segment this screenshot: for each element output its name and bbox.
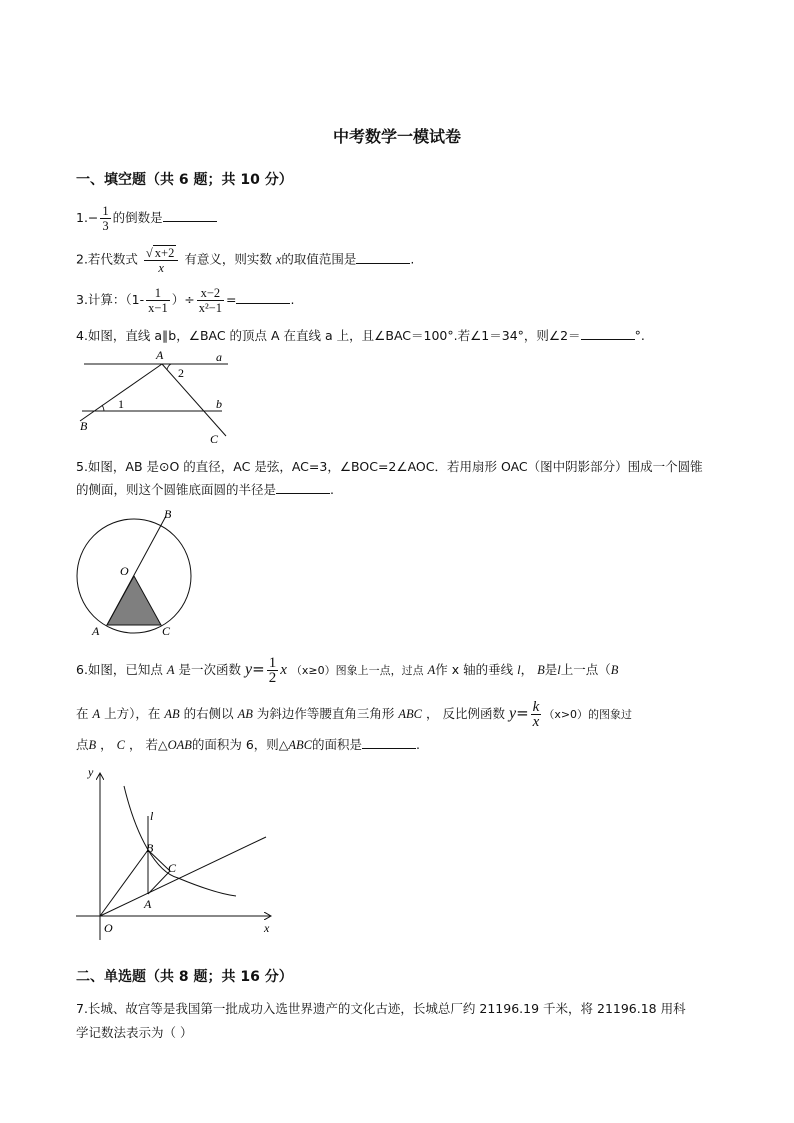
q1-answer-blank[interactable] (163, 209, 217, 222)
q6-point-C: C (116, 738, 125, 752)
question-5-line-2 (76, 481, 334, 499)
q1-denominator: 3 (102, 219, 109, 233)
q1-prefix: 1.− (76, 210, 99, 225)
figure-coordinate-graph (74, 764, 284, 944)
q2-variable: x (275, 252, 282, 267)
label-a: a (216, 350, 222, 364)
q3-denominator-1: x−1 (148, 301, 168, 315)
q1-text: 的倒数是 (112, 210, 163, 225)
q6-y-2: y (508, 705, 517, 722)
label-C: C (168, 861, 177, 875)
q6-text-5: 上一点（ (560, 662, 611, 677)
section-fill-in: 一、填空题（共 6 题；共 10 分） (76, 172, 293, 188)
q3-prefix: 3.计算：（1- (76, 292, 145, 307)
q6-k: k (532, 699, 540, 715)
q1-numerator: 1 (102, 204, 109, 218)
q6-point-B-2: B (610, 663, 619, 677)
q6-triangle-ABC: ABC (398, 707, 423, 721)
q2-numerator: √ x+2 (144, 245, 178, 261)
q6-text-12: ， (100, 737, 113, 752)
label-B: B (164, 507, 172, 521)
q6-answer-blank[interactable] (362, 736, 416, 749)
q6-half (267, 656, 279, 685)
label-angle-1: 1 (118, 397, 124, 411)
q3-fraction-2 (197, 286, 224, 315)
segment-ab (80, 364, 162, 421)
q6-k-over-x (531, 700, 542, 729)
q6-triangle-OAB: OAB (167, 738, 192, 752)
q3-fraction-1 (146, 286, 170, 315)
q6-line-l: l (517, 663, 521, 677)
question-2 (76, 245, 414, 275)
angle-1-arc (102, 405, 104, 411)
question-6-line-2 (76, 700, 632, 729)
question-7-line-1: 7.长城、故宫等是我国第一批成功入选世界遗产的文化古迹，长城总厂约 21196.19 千米，将 21196.18 用科 (76, 1001, 686, 1016)
q3-numerator-1: 1 (146, 286, 170, 301)
q2-answer-blank[interactable] (356, 251, 410, 264)
q6-half-num: 1 (268, 655, 277, 671)
q6-text-1: 6.如图，已知点 (76, 662, 163, 677)
label-B: B (146, 841, 154, 855)
q6-text-4: 是 (544, 662, 558, 677)
q6-text-2: 是一次函数 (178, 662, 242, 677)
q2-prefix: 2.若代数式 (76, 251, 138, 267)
q6-text-3: 作 x 轴的垂线 (435, 662, 514, 677)
q6-condition-1: （x≥0）图象上一点，过点 (290, 664, 424, 677)
question-5-line-1: 5.如图，AB 是⊙O 的直径，AC 是弦，AC=3，∠BOC=2∠AOC．若用扇形 OAC（图中阴影部分）围成一个圆锥 (76, 459, 703, 474)
q5-period: . (330, 482, 334, 497)
figure-parallel-lines (76, 348, 246, 448)
label-A: A (92, 624, 100, 638)
q2-text: 的取值范围是 (281, 251, 357, 267)
q6-segment-AB-2: AB (237, 707, 253, 721)
page-title: 中考数学一模试卷 (332, 127, 461, 146)
segment-ac (148, 871, 170, 894)
label-angle-2: 2 (178, 366, 184, 380)
q6-equals-2: = (516, 704, 529, 722)
q4-answer-blank[interactable] (581, 327, 635, 340)
label-O: O (120, 564, 129, 578)
hyperbola-curve (124, 786, 236, 896)
q2-denominator: x (158, 261, 164, 275)
q2-radical-fraction (144, 245, 178, 275)
label-C: C (210, 432, 219, 446)
q6-point-A-3: A (92, 707, 101, 721)
q6-text-10: ， 反比例函数 (426, 706, 505, 721)
q6-equals: = (252, 660, 265, 678)
label-A: A (156, 348, 164, 362)
angle-2-arc (167, 364, 171, 370)
q6-half-den: 2 (268, 670, 277, 686)
label-b: b (216, 397, 222, 411)
q6-text-14: 的面积为 6，则△ (191, 737, 289, 752)
q6-text-15: 的面积是 (312, 737, 363, 752)
q6-point-A-2: A (427, 663, 436, 677)
q1-fraction (100, 204, 110, 233)
q6-x: x (280, 662, 287, 678)
question-4 (76, 327, 645, 345)
q6-text-8: 的右侧以 (183, 706, 234, 721)
q5-answer-blank[interactable] (276, 481, 330, 494)
question-7-line-2: 学记数法表示为（ ） (76, 1025, 193, 1040)
shaded-sector (107, 576, 161, 625)
question-6-line-1 (76, 656, 618, 685)
q6-text-9: 为斜边作等腰直角三角形 (256, 706, 395, 721)
q6-line-l-2: l (557, 663, 561, 677)
question-1 (76, 204, 217, 233)
q6-comma: ， (520, 662, 534, 677)
label-l: l (150, 809, 154, 823)
q6-period: . (416, 737, 421, 752)
question-3 (76, 286, 294, 315)
segment-ob (100, 850, 148, 916)
q2-period: . (410, 251, 415, 267)
q3-divide: ）÷ (171, 292, 195, 307)
q6-segment-AB: AB (164, 707, 180, 721)
q6-condition-2: （x>0）的图象过 (543, 708, 633, 721)
q6-triangle-ABC-2: ABC (288, 738, 313, 752)
q3-answer-blank[interactable] (236, 291, 290, 304)
label-y: y (88, 765, 94, 779)
label-C: C (162, 624, 171, 638)
q3-equals: = (226, 292, 237, 307)
q6-text-13: ， 若△ (128, 737, 168, 752)
q3-numerator-2: x−2 (197, 286, 224, 301)
q6-y: y (245, 661, 253, 678)
label-x: x (264, 921, 270, 935)
figure-circle-sector (70, 504, 200, 642)
q6-text-7: 上方），在 (104, 706, 161, 721)
question-6-line-3 (76, 736, 420, 754)
q6-text-11: 点 (76, 737, 89, 752)
section-single-choice: 二、单选题（共 8 题；共 16 分） (76, 969, 293, 985)
q6-x-den: x (532, 714, 540, 730)
q6-point-B-3: B (88, 738, 97, 752)
q4-end: °. (634, 328, 645, 343)
label-O: O (104, 921, 113, 935)
q6-text-6: 在 (76, 706, 89, 721)
label-B: B (80, 419, 88, 433)
q3-period: . (290, 292, 295, 307)
q3-denominator-2: x²−1 (198, 301, 222, 315)
q2-middle: 有意义，则实数 (184, 251, 272, 267)
linear-function-line (100, 837, 266, 916)
q4-text: 4.如图，直线 a∥b，∠BAC 的顶点 A 在直线 a 上，且∠BAC＝100°.若∠1＝34°，则∠2＝ (76, 328, 581, 343)
label-A: A (144, 897, 152, 911)
q5-text: 的侧面，则这个圆锥底面圆的半径是 (76, 482, 277, 497)
q6-point-B: B (537, 663, 545, 677)
q6-point-A: A (166, 663, 175, 677)
